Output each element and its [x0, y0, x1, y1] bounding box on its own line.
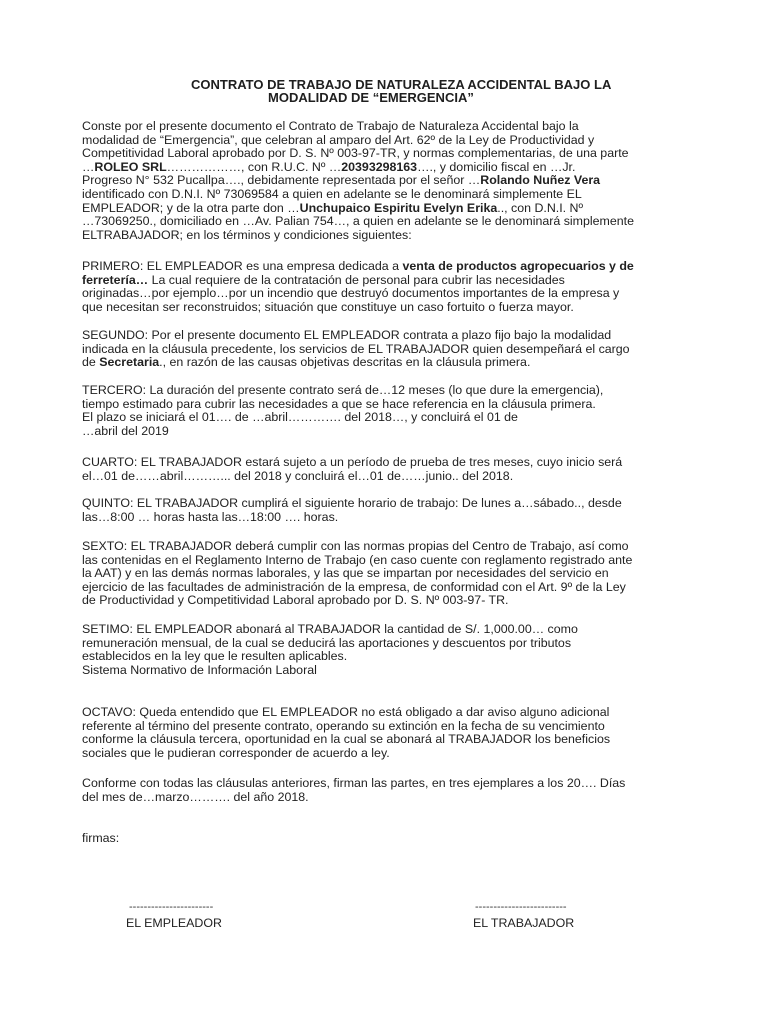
- text-run: SETIMO: EL EMPLEADOR abonará al TRABAJADOR la cantidad de S/. 1,000.00… como: [82, 622, 578, 636]
- text-line: [82, 706, 682, 720]
- text-line: [82, 202, 682, 216]
- text-run: QUINTO: EL TRABAJADOR cumplirá el siguiente horario de trabajo: De lunes a…sábado.., desde: [82, 496, 622, 510]
- firmas-label: [82, 832, 682, 846]
- signature-label-trabajador: EL TRABAJADOR: [473, 916, 575, 930]
- clause-cuarto: [82, 456, 682, 483]
- text-line: [82, 554, 682, 568]
- text-run: de: [82, 355, 100, 370]
- text-run: OCTAVO: Queda entendido que EL EMPLEADOR no está obligado a dar aviso alguno adicional: [82, 705, 610, 719]
- clause-setimo: [82, 623, 682, 677]
- text-run: establecidos en la ley que le resulten aplicables.: [82, 649, 348, 664]
- closing-statement: [82, 777, 682, 804]
- text-line: [82, 791, 682, 805]
- text-line: [82, 147, 682, 161]
- text-line: [82, 301, 682, 315]
- text-run: …73069250., domiciliado en …Av. Palian 754…, a quien en adelante se le denominará simplemente: [82, 214, 634, 229]
- clause-octavo: [82, 706, 682, 760]
- text-line: [82, 720, 682, 734]
- clause-tercero: [82, 384, 682, 438]
- bold-text: Secretaria: [99, 355, 160, 370]
- text-line: [82, 581, 682, 595]
- text-run: ., en razón de las causas objetivas descritas en la cláusula primera.: [159, 355, 531, 370]
- bold-text: 20393298163: [341, 159, 418, 174]
- text-run: CUARTO: EL TRABAJADOR estará sujeto a un período de prueba de tres meses, cuyo inicio será: [82, 455, 623, 469]
- text-line: [82, 356, 682, 370]
- text-line: [82, 456, 682, 470]
- text-run: de Productividad y Competitividad Laboral aprobado por D. S. Nº 003-97- TR.: [82, 593, 509, 608]
- text-line: [82, 329, 682, 343]
- bold-text: venta de productos agropecuarios y de: [402, 259, 634, 273]
- text-run: indicada en la cláusula precedente, los servicios de EL TRABAJADOR quien desempeñará el cargo: [82, 341, 630, 356]
- text-run: …abril del 2019: [82, 423, 169, 438]
- bold-text: ROLEO SRL: [94, 159, 167, 174]
- text-run: originadas…por ejemplo…por un incendio que destruyó documentos importantes de la empresa y: [82, 286, 620, 301]
- text-run: PRIMERO: EL EMPLEADOR es una empresa dedicada a: [82, 259, 403, 273]
- text-run: que necesitan ser reconstruidos; situación que constituye un caso fortuito o fuerza mayor.: [82, 299, 574, 314]
- paragraph-intro: [82, 120, 682, 242]
- text-line: [82, 384, 682, 398]
- clause-segundo: [82, 329, 682, 370]
- text-line: [82, 134, 682, 148]
- clause-sexto: [82, 540, 682, 608]
- text-line: [82, 777, 682, 791]
- text-run: modalidad de “Emergencia”, que celebran al amparo del Art. 62º de la Ley de Productividad y: [82, 132, 595, 147]
- text-run: ELTRABAJADOR; en los términos y condiciones siguientes:: [82, 227, 412, 242]
- text-run: Conste por el presente documento el Contrato de Trabajo de Naturaleza Accidental bajo la: [82, 119, 579, 133]
- text-run: La cual requiere de la contratación de personal para cubrir las necesidades: [148, 272, 565, 287]
- signature-line-empleador: -----------------------: [129, 901, 214, 913]
- text-run: el…01 de……abril………... del 2018 y concluirá el…01 de……junio.. del 2018.: [82, 468, 514, 483]
- text-line: [82, 161, 682, 175]
- text-run: Conforme con todas las cláusulas anteriores, firman las partes, en tres ejemplares a los 20…. Días: [82, 776, 626, 790]
- text-run: ………………, con R.U.C. Nº …: [166, 159, 342, 174]
- text-line: [82, 398, 682, 412]
- bold-text: ferretería…: [82, 272, 149, 287]
- text-run: tiempo estimado para cubrir las necesidades a que se hace referencia en la cláusula primera.: [82, 396, 596, 411]
- text-run: Sistema Normativo de Información Laboral: [82, 662, 317, 677]
- text-run: .., con D.N.I. Nº: [497, 200, 584, 215]
- text-line: [82, 637, 682, 651]
- text-run: SEXTO: EL TRABAJADOR deberá cumplir con las normas propias del Centro de Trabajo, así como: [82, 539, 629, 553]
- text-line: [82, 343, 682, 357]
- text-line: [82, 594, 682, 608]
- text-line: [82, 567, 682, 581]
- text-line: [82, 425, 682, 439]
- text-line: [82, 120, 682, 134]
- text-line: [82, 497, 682, 511]
- text-run: …., y domicilio fiscal en …Jr.: [417, 159, 576, 174]
- clause-quinto: [82, 497, 682, 524]
- text-line: [82, 540, 682, 554]
- text-run: Progreso N° 532 Pucallpa…., debidamente representada por el señor …: [82, 173, 481, 188]
- text-line: [82, 470, 682, 484]
- bold-text: Rolando Nuñez Vera: [480, 173, 601, 188]
- text-line: [82, 260, 682, 274]
- text-line: [82, 411, 682, 425]
- text-run: EMPLEADOR; y de la otra parte don …: [82, 200, 300, 215]
- text-run: El plazo se iniciará el 01…. de …abril…………. del 2018…, y concluirá el 01 de: [82, 410, 518, 425]
- text-line: [82, 229, 682, 243]
- text-line: [82, 832, 682, 846]
- text-run: Competitividad Laboral aprobado por D. S. Nº 003-97-TR, y normas complementarias, de una parte: [82, 146, 629, 161]
- title-line-1: CONTRATO DE TRABAJO DE NATURALEZA ACCIDENTAL BAJO LA: [191, 77, 612, 92]
- text-run: conforme la cláusula tercera, oportunidad en la cual se abonará al TRABAJADOR los beneficios: [82, 732, 611, 747]
- text-line: [82, 188, 682, 202]
- bold-text: Unchupaico Espiritu Evelyn Erika: [299, 200, 498, 215]
- text-line: [82, 174, 682, 188]
- text-run: las contenidas en el Reglamento Interno de Trabajo (en caso cuente con reglamento registrado ante: [82, 552, 633, 567]
- text-run: referente al término del presente contrato, operando su extinción en la fecha de su vencimiento: [82, 718, 605, 733]
- text-run: remuneración mensual, de la cual se deducirá las aportaciones y descuentos por tributos: [82, 635, 572, 650]
- text-run: firmas:: [82, 831, 120, 845]
- signature-line-trabajador: -------------------------: [475, 901, 567, 913]
- text-run: …: [82, 159, 95, 174]
- text-line: [82, 623, 682, 637]
- text-line: [82, 733, 682, 747]
- text-run: SEGUNDO: Por el presente documento EL EMPLEADOR contrata a plazo fijo bajo la modalidad: [82, 328, 612, 342]
- text-run: identificado con D.N.I. Nº 73069584 a quien en adelante se le denominará simplemente EL: [82, 186, 582, 201]
- text-line: [82, 287, 682, 301]
- text-line: [82, 664, 682, 678]
- text-run: la AAT) y en las demás normas laborales, y las que se impartan por necesidades del servicio en: [82, 566, 609, 581]
- text-line: [82, 747, 682, 761]
- title-line-2: MODALIDAD DE “EMERGENCIA”: [268, 90, 474, 105]
- text-run: ejercicio de las facultades de administración de la empresa, de conformidad con el Art. 9º de la Ley: [82, 579, 626, 594]
- text-run: del mes de…marzo………. del año 2018.: [82, 789, 309, 804]
- text-run: sociales que le pudieran corresponder de acuerdo a ley.: [82, 745, 390, 760]
- text-run: las…8:00 … horas hasta las…18:00 …. horas.: [82, 509, 339, 524]
- text-line: [82, 650, 682, 664]
- text-line: [82, 215, 682, 229]
- signature-label-empleador: EL EMPLEADOR: [126, 916, 222, 930]
- text-run: TERCERO: La duración del presente contrato será de…12 meses (lo que dure la emergencia),: [82, 383, 604, 397]
- text-line: [82, 274, 682, 288]
- clause-primero: [82, 260, 682, 314]
- text-line: [82, 511, 682, 525]
